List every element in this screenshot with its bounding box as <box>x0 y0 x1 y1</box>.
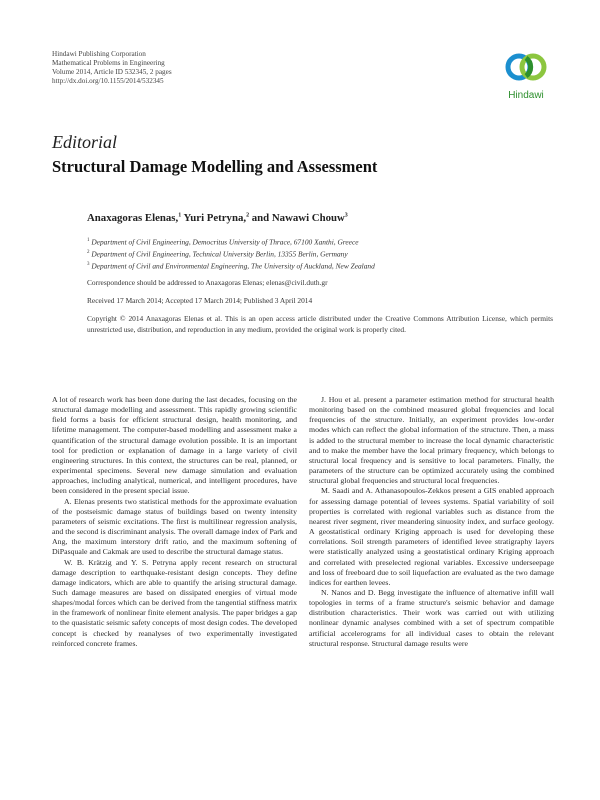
body-column-right <box>309 395 554 649</box>
body-paragraph: M. Saadi and A. Athanasopoulos-Zekkos present a GIS enabled approach for assessing damage potential of levees systems. Spatial variability of soil properties is correlated with regional variables such as distance from the nearest river segment, river meandering sinuosity index, and surface geology. A geostatistical ordinary Kriging approach is used for developing these correlations. Soil strength parameters of identified levee stratigraphy layers were statistically analyzed using a geostatistical ordinary Kriging approach and correlated with preselected regional variables. Excessive underseepage and loss of freeboard due to soil liquefaction are evaluated as the two damage indices for earthen levees. <box>309 486 554 587</box>
copyright-notice: Copyright © 2014 Anaxagoras Elenas et al. This is an open access article distributed under the Creative Commons Attribution License, which permits unrestricted use, distribution, and reproduction in any medium, provided the original work is properly cited. <box>87 314 553 334</box>
publication-dates: Received 17 March 2014; Accepted 17 March 2014; Published 3 April 2014 <box>87 296 313 305</box>
hindawi-logo <box>496 46 556 106</box>
author-affiliation-mark: 1 <box>178 212 182 219</box>
body-paragraph: A lot of research work has been done during the last decades, focusing on the structural damage modelling and assessment. This rapidly growing scientific field forms a basis for efficient structural design, health monitoring, and lifetime management. The computer-based modelling and assessment make a quantification of the structural damage evolution possible. It is an important tool for prediction or explanation of damage in a large variety of civil engineering structures. In this context, the structures can be real, planned, or experimental specimens. Several new damage simulation and evaluation approaches, including analytical, numerical, and intelligent procedures, have been considered in the present special issue. <box>52 395 297 496</box>
author-name: Yuri Petryna, <box>181 212 247 224</box>
hindawi-logo-word: Hindawi <box>508 90 544 101</box>
body-paragraph: W. B. Krätzig and Y. S. Petryna apply recent research on structural damage description to earthquake-resistant design concepts. They define damage indicators, which are able to quantify the arising structural damage. Such damage measures are based on dissipated energies of virtual mode shapes/modal forces which can be derived from the tangential stiffness matrix in the framework of nonlinear finite element analysis. The paper bridges a gap to the quasistatic seismic safety concepts of most design codes. The developed concept is checked by reanalyses of two experimentally investigated reinforced concrete frames. <box>52 557 297 648</box>
author-name: Anaxagoras Elenas, <box>87 212 179 224</box>
affiliation-list <box>87 236 375 272</box>
article-title: Structural Damage Modelling and Assessment <box>52 157 378 176</box>
body-paragraph: J. Hou et al. present a parameter estimation method for structural health monitoring based on the combined measured global frequencies and local frequencies of the structure. Initially, an experiment provides low-order modes which can reflect the global information of the structure. Then, a mass is added to the structural member to increase the local dynamic characteristic and to make the member have the local primary frequency, which belongs to structural local frequency and is sensitive to local parameters. Finally, the parameters of the structure can be optimized accurately using the combined structural global frequencies and structural local frequencies. <box>309 395 554 486</box>
affiliation-text: Department of Civil Engineering, Technical University Berlin, 13355 Berlin, Germany <box>89 249 348 259</box>
affiliation-item <box>87 260 375 272</box>
author-affiliation-mark: 3 <box>344 212 348 219</box>
body-paragraph: A. Elenas presents two statistical methods for the approximate evaluation of the postseismic damage status of buildings based on twenty intensity parameters of seismic excitations. The first is multilinear regression analysis, and the second is discriminant analysis. The overall damage index of Park and Ang, the maximum interstory drift ratio, and the maximum softening of DiPasquale and Cakmak are used to describe the structural damage status. <box>52 496 297 557</box>
affiliation-text: Department of Civil Engineering, Democritus University of Thrace, 67100 Xanthi, Greece <box>89 237 359 247</box>
doi-link[interactable]: http://dx.doi.org/10.1155/2014/532345 <box>52 77 164 85</box>
affiliation-number: 2 <box>87 249 90 255</box>
publisher-line: Hindawi Publishing Corporation <box>52 50 146 58</box>
affiliation-item <box>87 248 375 260</box>
affiliation-number: 3 <box>87 261 90 267</box>
author-name: and Nawawi Chouw <box>249 212 345 224</box>
hindawi-logo-rings-icon <box>496 46 556 90</box>
body-column-left <box>52 395 297 649</box>
affiliation-item <box>87 236 375 248</box>
journal-info <box>52 50 172 86</box>
journal-name-line: Mathematical Problems in Engineering <box>52 59 165 67</box>
volume-line: Volume 2014, Article ID 532345, 2 pages <box>52 68 172 76</box>
author-list <box>87 212 348 224</box>
affiliation-text: Department of Civil and Environmental Engineering, The University of Auckland, New Zealand <box>89 261 375 271</box>
author-affiliation-mark: 2 <box>246 212 250 219</box>
section-label: Editorial <box>52 132 118 152</box>
correspondence-line: Correspondence should be addressed to Anaxagoras Elenas; elenas@civil.duth.gr <box>87 278 328 287</box>
body-paragraph: N. Nanos and D. Begg investigate the influence of alternative infill wall topologies in terms of a frame structure's seismic behavior and damage distribution characteristics. Their work was carried out with utilizing nonlinear dynamic analyses combined with a set of spectrum compatible artificial accelerograms for all individual cases to obtain the relevant structural response. Structural damage results were <box>309 587 554 648</box>
affiliation-number: 1 <box>87 238 90 243</box>
